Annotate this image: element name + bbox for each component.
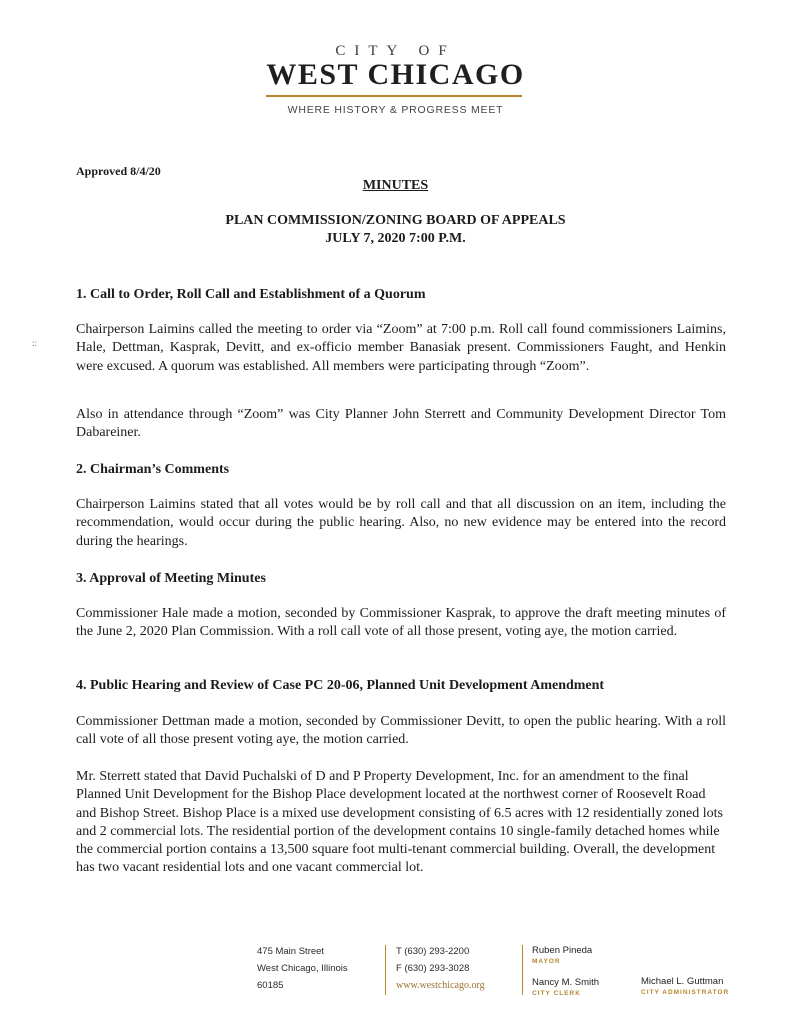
footer-address: [257, 943, 348, 994]
section-1-heading: 1. Call to Order, Roll Call and Establishment of a Quorum: [76, 287, 426, 302]
administrator-name: Michael L. Guttman: [641, 976, 724, 987]
section-4-heading: 4. Public Hearing and Review of Case PC 20-06, Planned Unit Development Amendment: [76, 678, 605, 693]
fax-number: F (630) 293-3028: [396, 963, 470, 974]
footer-officials: [532, 945, 599, 998]
clerk-role: CITY CLERK: [532, 990, 581, 997]
margin-mark: ::: [32, 338, 38, 348]
mayor-name: Ruben Pineda: [532, 945, 593, 956]
meeting-date: JULY 7, 2020 7:00 P.M.: [325, 231, 466, 246]
phone-number: T (630) 293-2200: [396, 946, 470, 957]
letterhead-city-name: WEST CHICAGO: [266, 58, 525, 91]
footer-contact: [396, 943, 485, 994]
address-street: 475 Main Street: [257, 946, 325, 957]
section-3-heading: 3. Approval of Meeting Minutes: [76, 571, 266, 586]
address-zip: 60185: [257, 980, 284, 991]
administrator-role: CITY ADMINISTRATOR: [641, 989, 730, 996]
section-2-paragraph-1: Chairperson Laimins stated that all votes would be by roll call and that all discussion on an item, including the recommendation, would occur during the public hearing. Also, no new evidence may be entered into the record during the hearings.: [76, 497, 726, 549]
letterhead-tagline: WHERE HISTORY & PROGRESS MEET: [287, 104, 504, 116]
address-city: West Chicago, Illinois: [257, 963, 348, 974]
approved-date: Approved 8/4/20: [76, 164, 161, 178]
section-4-paragraph-2: Mr. Sterrett stated that David Puchalski of D and P Property Development, Inc. for an amendment to the final Planned Unit Development for the Bishop Place development located at the northwest corner of Roosevelt Road and Bishop Street. Bishop Place is a mixed use development consisting of 6.5 acres with 12 residentially zoned lots and 2 commercial lots. The residential portion of the development contains 10 single-family detached homes while the commercial portion contains a 13,500 square foot multi-tenant commercial building. Overall, the development has two vacant residential lots and one vacant commercial lot.: [76, 769, 723, 876]
mayor-role: MAYOR: [532, 958, 561, 965]
letterhead-rule: [266, 95, 522, 97]
section-4-paragraph-1: Commissioner Dettman made a motion, seconded by Commissioner Devitt, to open the public hearing. With a roll call vote of all those present voting aye, the motion carried.: [76, 714, 726, 748]
footer-separator: [385, 945, 386, 995]
section-1-paragraph-1: Chairperson Laimins called the meeting to order via “Zoom” at 7:00 p.m. Roll call found commissioners Laimins, Hale, Dettman, Kasprak, Devitt, and ex-officio member Banasiak present. Commissioners Faught, and Henkin were excused. A quorum was established. All members were participating through “Zoom”.: [76, 322, 726, 374]
section-3-paragraph-1: Commissioner Hale made a motion, seconded by Commissioner Kasprak, to approve the draft meeting minutes of the June 2, 2020 Plan Commission. With a roll call vote of all those present, voting aye, the motion carried.: [76, 606, 726, 640]
section-2-heading: 2. Chairman’s Comments: [76, 462, 230, 477]
section-1-paragraph-2: Also in attendance through “Zoom” was City Planner John Sterrett and Community Development Director Tom Dabareiner.: [76, 407, 726, 441]
website-link[interactable]: www.westchicago.org: [396, 980, 485, 991]
letterhead-city-of: CITY OF: [335, 43, 456, 59]
document-title: MINUTES: [362, 178, 429, 193]
meeting-body: PLAN COMMISSION/ZONING BOARD OF APPEALS: [225, 213, 566, 228]
footer-separator: [522, 945, 523, 995]
clerk-name: Nancy M. Smith: [532, 977, 600, 988]
footer-administrator: [641, 976, 729, 997]
